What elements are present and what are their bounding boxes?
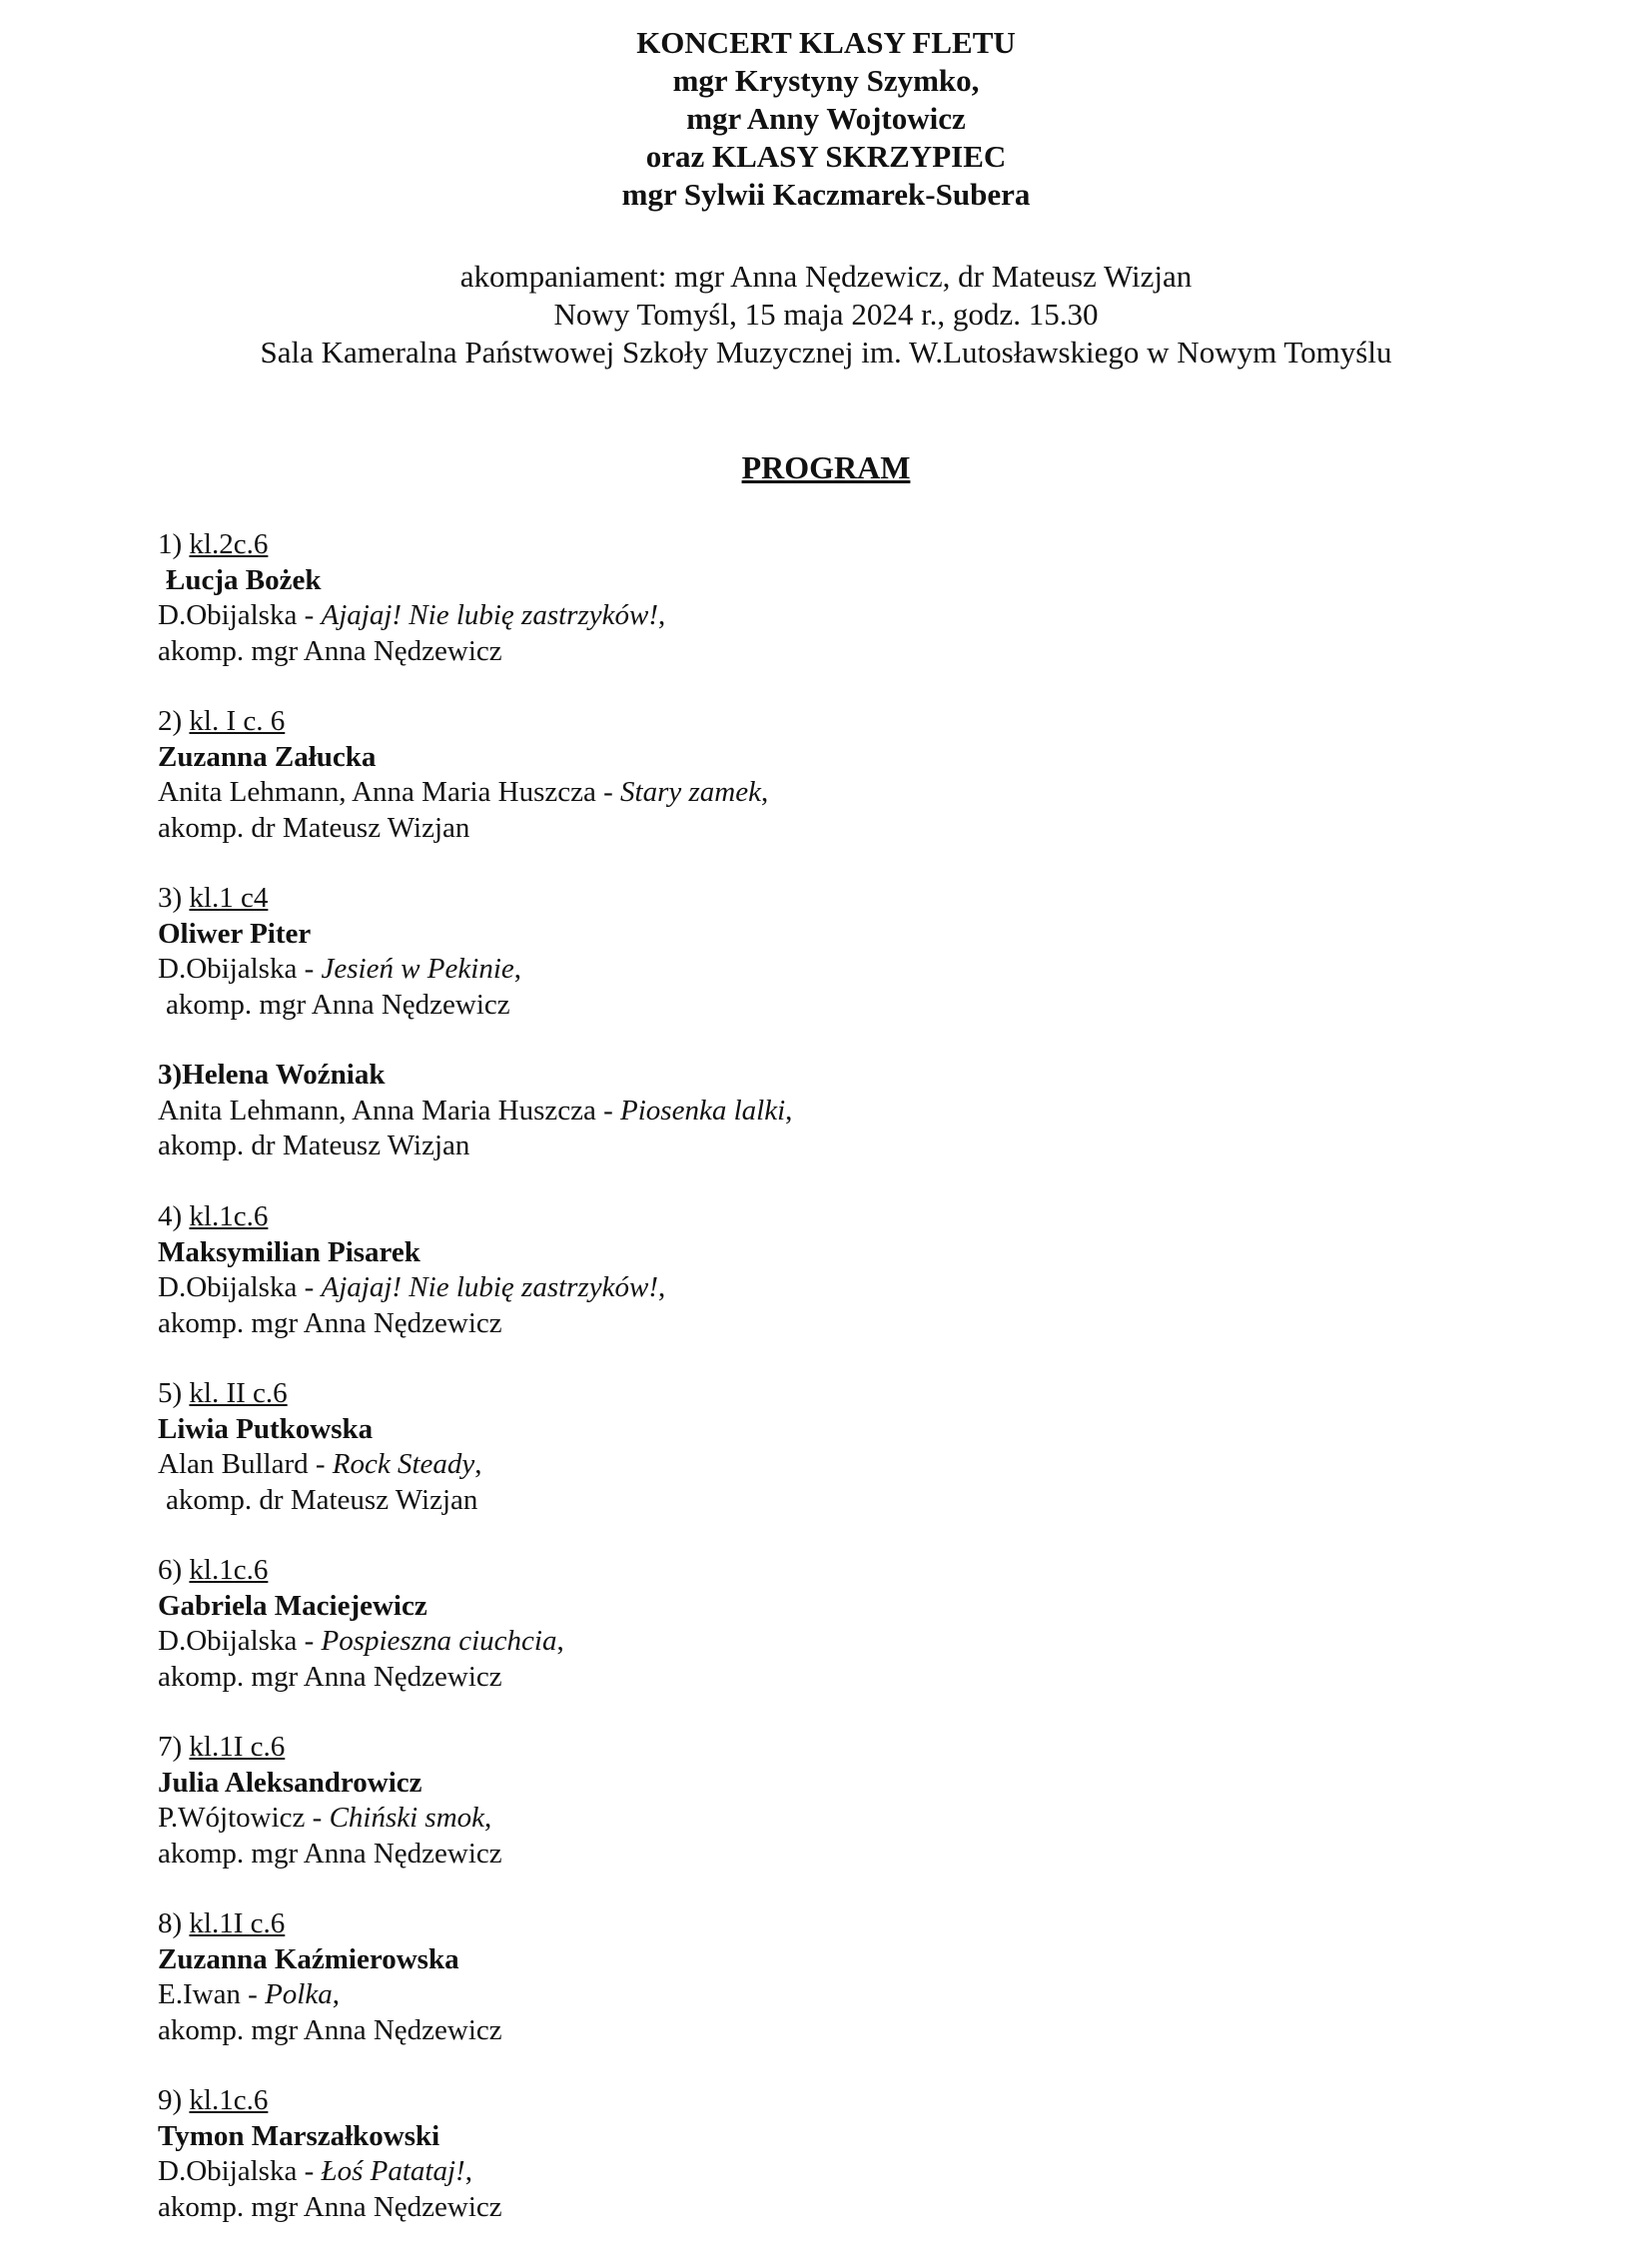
- entry-piece-line: [158, 598, 1496, 634]
- entry-piece-line: [158, 1094, 1496, 1130]
- program-entry: [158, 1199, 1496, 1376]
- entry-composer: P.Wójtowicz -: [158, 1802, 330, 1834]
- entry-piece-line: [158, 952, 1496, 988]
- program-entry: [158, 527, 1496, 704]
- program-entry: [158, 1376, 1496, 1553]
- entry-piece-line: [158, 1447, 1496, 1483]
- program-entry: [158, 1906, 1496, 2083]
- entry-class: kl.1c.6: [189, 2084, 269, 2116]
- entry-accompanist: akomp. dr Mateusz Wizjan: [158, 1130, 470, 1161]
- entry-number: 9): [158, 2084, 190, 2116]
- entry-number-line: [158, 1199, 1496, 1235]
- entry-number: 2): [158, 705, 190, 737]
- entry-performer: 3)Helena Woźniak: [158, 1059, 386, 1091]
- entry-accompanist: akomp. mgr Anna Nędzewicz: [158, 1837, 502, 1870]
- program-entry: [158, 1553, 1496, 1730]
- entry-performer: Julia Aleksandrowicz: [158, 1766, 422, 1799]
- entry-suffix: ,: [513, 953, 521, 985]
- entry-composer: Alan Bullard -: [158, 1448, 333, 1480]
- entry-performer: Łucja Bożek: [166, 563, 322, 596]
- entry-performer: Oliwer Piter: [158, 917, 312, 950]
- venue-info: Sala Kameralna Państwowej Szkoły Muzycznej im. W.Lutosławskiego w Nowym Tomyślu: [260, 335, 1392, 370]
- program-entry: [158, 881, 1496, 1058]
- program-entry: [158, 2083, 1496, 2260]
- entry-piece-line: [158, 1624, 1496, 1660]
- title-line-5: mgr Sylwii Kaczmarek-Subera: [621, 177, 1031, 212]
- entry-composer: D.Obijalska -: [158, 1625, 322, 1657]
- entry-accompanist: akomp. mgr Anna Nędzewicz: [158, 2190, 502, 2223]
- entry-number-line: [158, 1906, 1496, 1942]
- entry-suffix: ,: [474, 1448, 482, 1480]
- entry-suffix: ,: [658, 1271, 666, 1303]
- program-list: [158, 527, 1496, 2260]
- date-time-info: Nowy Tomyśl, 15 maja 2024 r., godz. 15.30: [553, 297, 1099, 332]
- entry-number: 1): [158, 528, 190, 560]
- entry-number: 8): [158, 1907, 190, 1939]
- entry-suffix: ,: [332, 1978, 340, 2010]
- entry-number: 6): [158, 1554, 190, 1586]
- entry-number-line: [158, 1376, 1496, 1412]
- entry-suffix: ,: [658, 599, 666, 631]
- entry-performer: Zuzanna Załucka: [158, 740, 377, 773]
- entry-suffix: ,: [760, 776, 769, 808]
- program-entry: [158, 704, 1496, 881]
- entry-composer: Anita Lehmann, Anna Maria Huszcza -: [158, 1094, 621, 1127]
- entry-piece-title: Chiński smok: [329, 1802, 485, 1834]
- entry-piece-title: Ajajaj! Nie lubię zastrzyków!: [321, 1271, 658, 1303]
- entry-suffix: ,: [785, 1094, 793, 1127]
- entry-number-line: [158, 1553, 1496, 1589]
- entry-accompanist: akomp. dr Mateusz Wizjan: [166, 1483, 478, 1516]
- entry-number: 7): [158, 1731, 190, 1763]
- entry-number-line: [158, 2083, 1496, 2119]
- program-entry: [158, 1730, 1496, 1906]
- entry-suffix: ,: [464, 2155, 472, 2187]
- entry-composer: D.Obijalska -: [158, 1271, 322, 1303]
- entry-accompanist: akomp. mgr Anna Nędzewicz: [158, 2013, 502, 2046]
- entry-accompanist: akomp. mgr Anna Nędzewicz: [158, 634, 502, 667]
- entry-class: kl.1c.6: [189, 1554, 269, 1586]
- title-line-3: mgr Anny Wojtowicz: [686, 101, 966, 136]
- entry-class: kl.1I c.6: [189, 1907, 286, 1939]
- entry-number: 5): [158, 1377, 190, 1409]
- entry-accompanist: akomp. mgr Anna Nędzewicz: [158, 1306, 502, 1339]
- entry-piece-line: [158, 1977, 1496, 2013]
- entry-piece-title: Łoś Patataj!: [321, 2155, 465, 2187]
- entry-performer: Zuzanna Kaźmierowska: [158, 1942, 459, 1975]
- entry-piece-title: Piosenka lalki: [620, 1094, 786, 1127]
- entry-composer: E.Iwan -: [158, 1978, 266, 2010]
- entry-number: 4): [158, 1200, 190, 1232]
- entry-class: kl.1c.6: [189, 1200, 269, 1232]
- entry-piece-line: [158, 2154, 1496, 2190]
- entry-class: kl.1I c.6: [189, 1731, 286, 1763]
- entry-piece-line: [158, 775, 1496, 811]
- entry-piece-title: Pospieszna ciuchcia: [321, 1625, 557, 1657]
- entry-class: kl. II c.6: [189, 1377, 288, 1409]
- entry-accompanist: akomp. mgr Anna Nędzewicz: [166, 988, 510, 1021]
- entry-piece-title: Ajajaj! Nie lubię zastrzyków!: [321, 599, 658, 631]
- entry-class: kl.1 c4: [189, 882, 269, 914]
- entry-piece-line: [158, 1270, 1496, 1306]
- entry-composer: D.Obijalska -: [158, 599, 322, 631]
- entry-performer: Maksymilian Pisarek: [158, 1235, 420, 1268]
- accompaniment-info: akompaniament: mgr Anna Nędzewicz, dr Mateusz Wizjan: [459, 259, 1193, 294]
- entry-composer: D.Obijalska -: [158, 2155, 322, 2187]
- entry-class: kl. I c. 6: [189, 705, 286, 737]
- entry-piece-title: Stary zamek: [620, 776, 761, 808]
- entry-accompanist: akomp. mgr Anna Nędzewicz: [158, 1660, 502, 1693]
- concert-title-block: [0, 24, 1652, 214]
- entry-number: 3): [158, 882, 190, 914]
- entry-performer: Liwia Putkowska: [158, 1412, 374, 1445]
- title-line-4: oraz KLASY SKRZYPIEC: [645, 139, 1007, 174]
- title-line-2: mgr Krystyny Szymko,: [672, 63, 980, 98]
- entry-number-line: [158, 704, 1496, 740]
- entry-performer: Tymon Marszałkowski: [158, 2119, 440, 2152]
- entry-class: kl.2c.6: [189, 528, 269, 560]
- entry-piece-title: Rock Steady: [332, 1448, 475, 1480]
- entry-suffix: ,: [556, 1625, 564, 1657]
- entry-piece-line: [158, 1801, 1496, 1837]
- entry-composer: Anita Lehmann, Anna Maria Huszcza -: [158, 776, 621, 808]
- entry-piece-title: Jesień w Pekinie: [321, 953, 514, 985]
- entry-performer: Gabriela Maciejewicz: [158, 1589, 427, 1622]
- entry-number-line: [158, 881, 1496, 917]
- entry-suffix: ,: [484, 1802, 492, 1834]
- entry-number-line: [158, 1730, 1496, 1766]
- entry-piece-title: Polka: [265, 1978, 333, 2010]
- entry-number-line: [158, 527, 1496, 563]
- entry-composer: D.Obijalska -: [158, 953, 322, 985]
- program-heading: PROGRAM: [741, 449, 911, 485]
- entry-accompanist: akomp. dr Mateusz Wizjan: [158, 811, 470, 844]
- concert-info-block: [0, 258, 1652, 372]
- program-entry: [158, 1058, 1496, 1199]
- title-line-1: KONCERT KLASY FLETU: [636, 25, 1016, 60]
